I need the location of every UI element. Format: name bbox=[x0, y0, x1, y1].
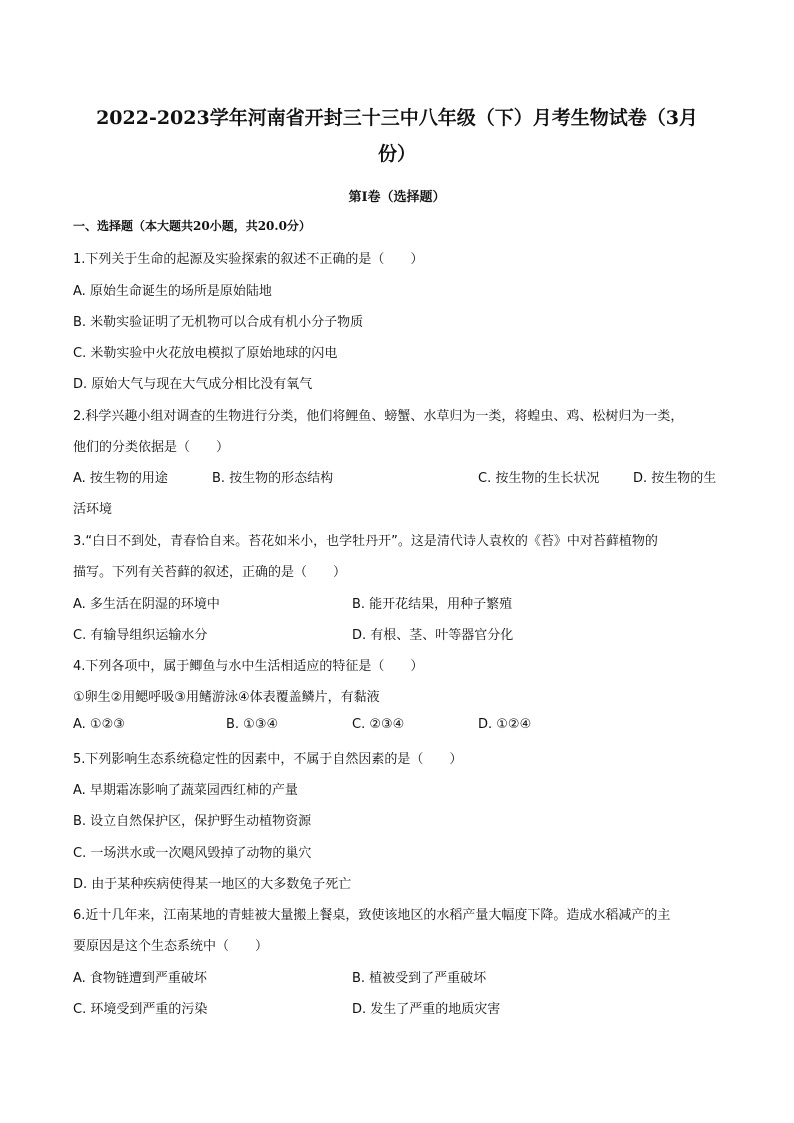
question-4-option-a: A. ①②③ bbox=[73, 717, 125, 732]
question-5-option-c: C. 一场洪水或一次飓风毁掉了动物的巢穴 bbox=[73, 846, 312, 861]
question-2-option-a: A. 按生物的用途 bbox=[73, 471, 168, 486]
question-2-stem: 他们的分类依据是（ ） bbox=[73, 440, 230, 455]
exam-title-line-2: 份） bbox=[377, 143, 416, 165]
question-5-stem: 5.下列影响生态系统稳定性的因素中，不属于自然因素的是（ ） bbox=[73, 752, 463, 767]
question-2-option-d-wrap: 活环境 bbox=[73, 502, 113, 517]
question-5-option-d: D. 由于某种疾病使得某一地区的大多数兔子死亡 bbox=[73, 877, 352, 892]
question-1-option-d: D. 原始大气与现在大气成分相比没有氧气 bbox=[73, 377, 313, 392]
question-1-option-b: B. 米勒实验证明了无机物可以合成有机小分子物质 bbox=[73, 315, 364, 330]
question-3-option-a: A. 多生活在阴湿的环境中 bbox=[73, 597, 220, 612]
question-4-statements: ①卵生②用鳃呼吸③用鳍游泳④体表覆盖鳞片，有黏液 bbox=[73, 690, 380, 705]
question-4-stem: 4.下列各项中，属于鲫鱼与水中生活相适应的特征是（ ） bbox=[73, 659, 424, 674]
question-1-stem: 1.下列关于生命的起源及实验探索的叙述不正确的是（ ） bbox=[73, 252, 424, 267]
question-6-stem: 要原因是这个生态系统中（ ） bbox=[73, 939, 269, 954]
section-title: 一、选择题（本大题共20小题，共20.0分） bbox=[73, 219, 311, 233]
exam-title bbox=[60, 100, 734, 172]
question-4-option-b: B. ①③④ bbox=[226, 717, 279, 732]
question-6-option-a: A. 食物链遭到严重破坏 bbox=[73, 971, 207, 986]
question-6-option-b: B. 植被受到了严重破坏 bbox=[352, 971, 487, 986]
question-1-option-c: C. 米勒实验中火花放电模拟了原始地球的闪电 bbox=[73, 346, 338, 361]
question-3-option-c: C. 有输导组织运输水分 bbox=[73, 628, 208, 643]
question-5-option-b: B. 设立自然保护区，保护野生动植物资源 bbox=[73, 814, 312, 829]
question-3-stem: 3.“白日不到处，青春恰自来。苔花如米小，也学牡丹开”。这是清代诗人袁枚的《苔》中对苔藓植物的 bbox=[73, 534, 658, 549]
question-1-option-a: A. 原始生命诞生的场所是原始陆地 bbox=[73, 284, 272, 299]
question-3-option-d: D. 有根、茎、叶等器官分化 bbox=[352, 628, 514, 643]
question-2-option-b: B. 按生物的形态结构 bbox=[212, 471, 334, 486]
question-6-option-c: C. 环境受到严重的污染 bbox=[73, 1002, 208, 1017]
question-6-stem: 6.近十几年来，江南某地的青蛙被大量搬上餐桌，致使该地区的水稻产量大幅度下降。造成水稻减产的主 bbox=[73, 908, 671, 923]
question-3-stem: 描写。下列有关苔藓的叙述，正确的是（ ） bbox=[73, 565, 347, 580]
question-2-option-d: D. 按生物的生 bbox=[633, 471, 717, 486]
question-2-option-c: C. 按生物的生长状况 bbox=[478, 471, 600, 486]
question-4-option-d: D. ①②④ bbox=[478, 717, 532, 732]
question-5-option-a: A. 早期霜冻影响了蔬菜园西红柿的产量 bbox=[73, 783, 298, 798]
exam-title-line-1: 2022-2023学年河南省开封三十三中八年级（下）月考生物试卷（3月 bbox=[96, 107, 698, 129]
question-4-option-c: C. ②③④ bbox=[352, 717, 405, 732]
part-title: 第I卷（选择题） bbox=[348, 190, 446, 205]
question-3-option-b: B. 能开花结果，用种子繁殖 bbox=[352, 597, 513, 612]
question-6-option-d: D. 发生了严重的地质灾害 bbox=[352, 1002, 501, 1017]
question-2-stem: 2.科学兴趣小组对调查的生物进行分类，他们将鲤鱼、螃蟹、水草归为一类，将蝗虫、鸡、松树归为一类， bbox=[73, 409, 684, 424]
